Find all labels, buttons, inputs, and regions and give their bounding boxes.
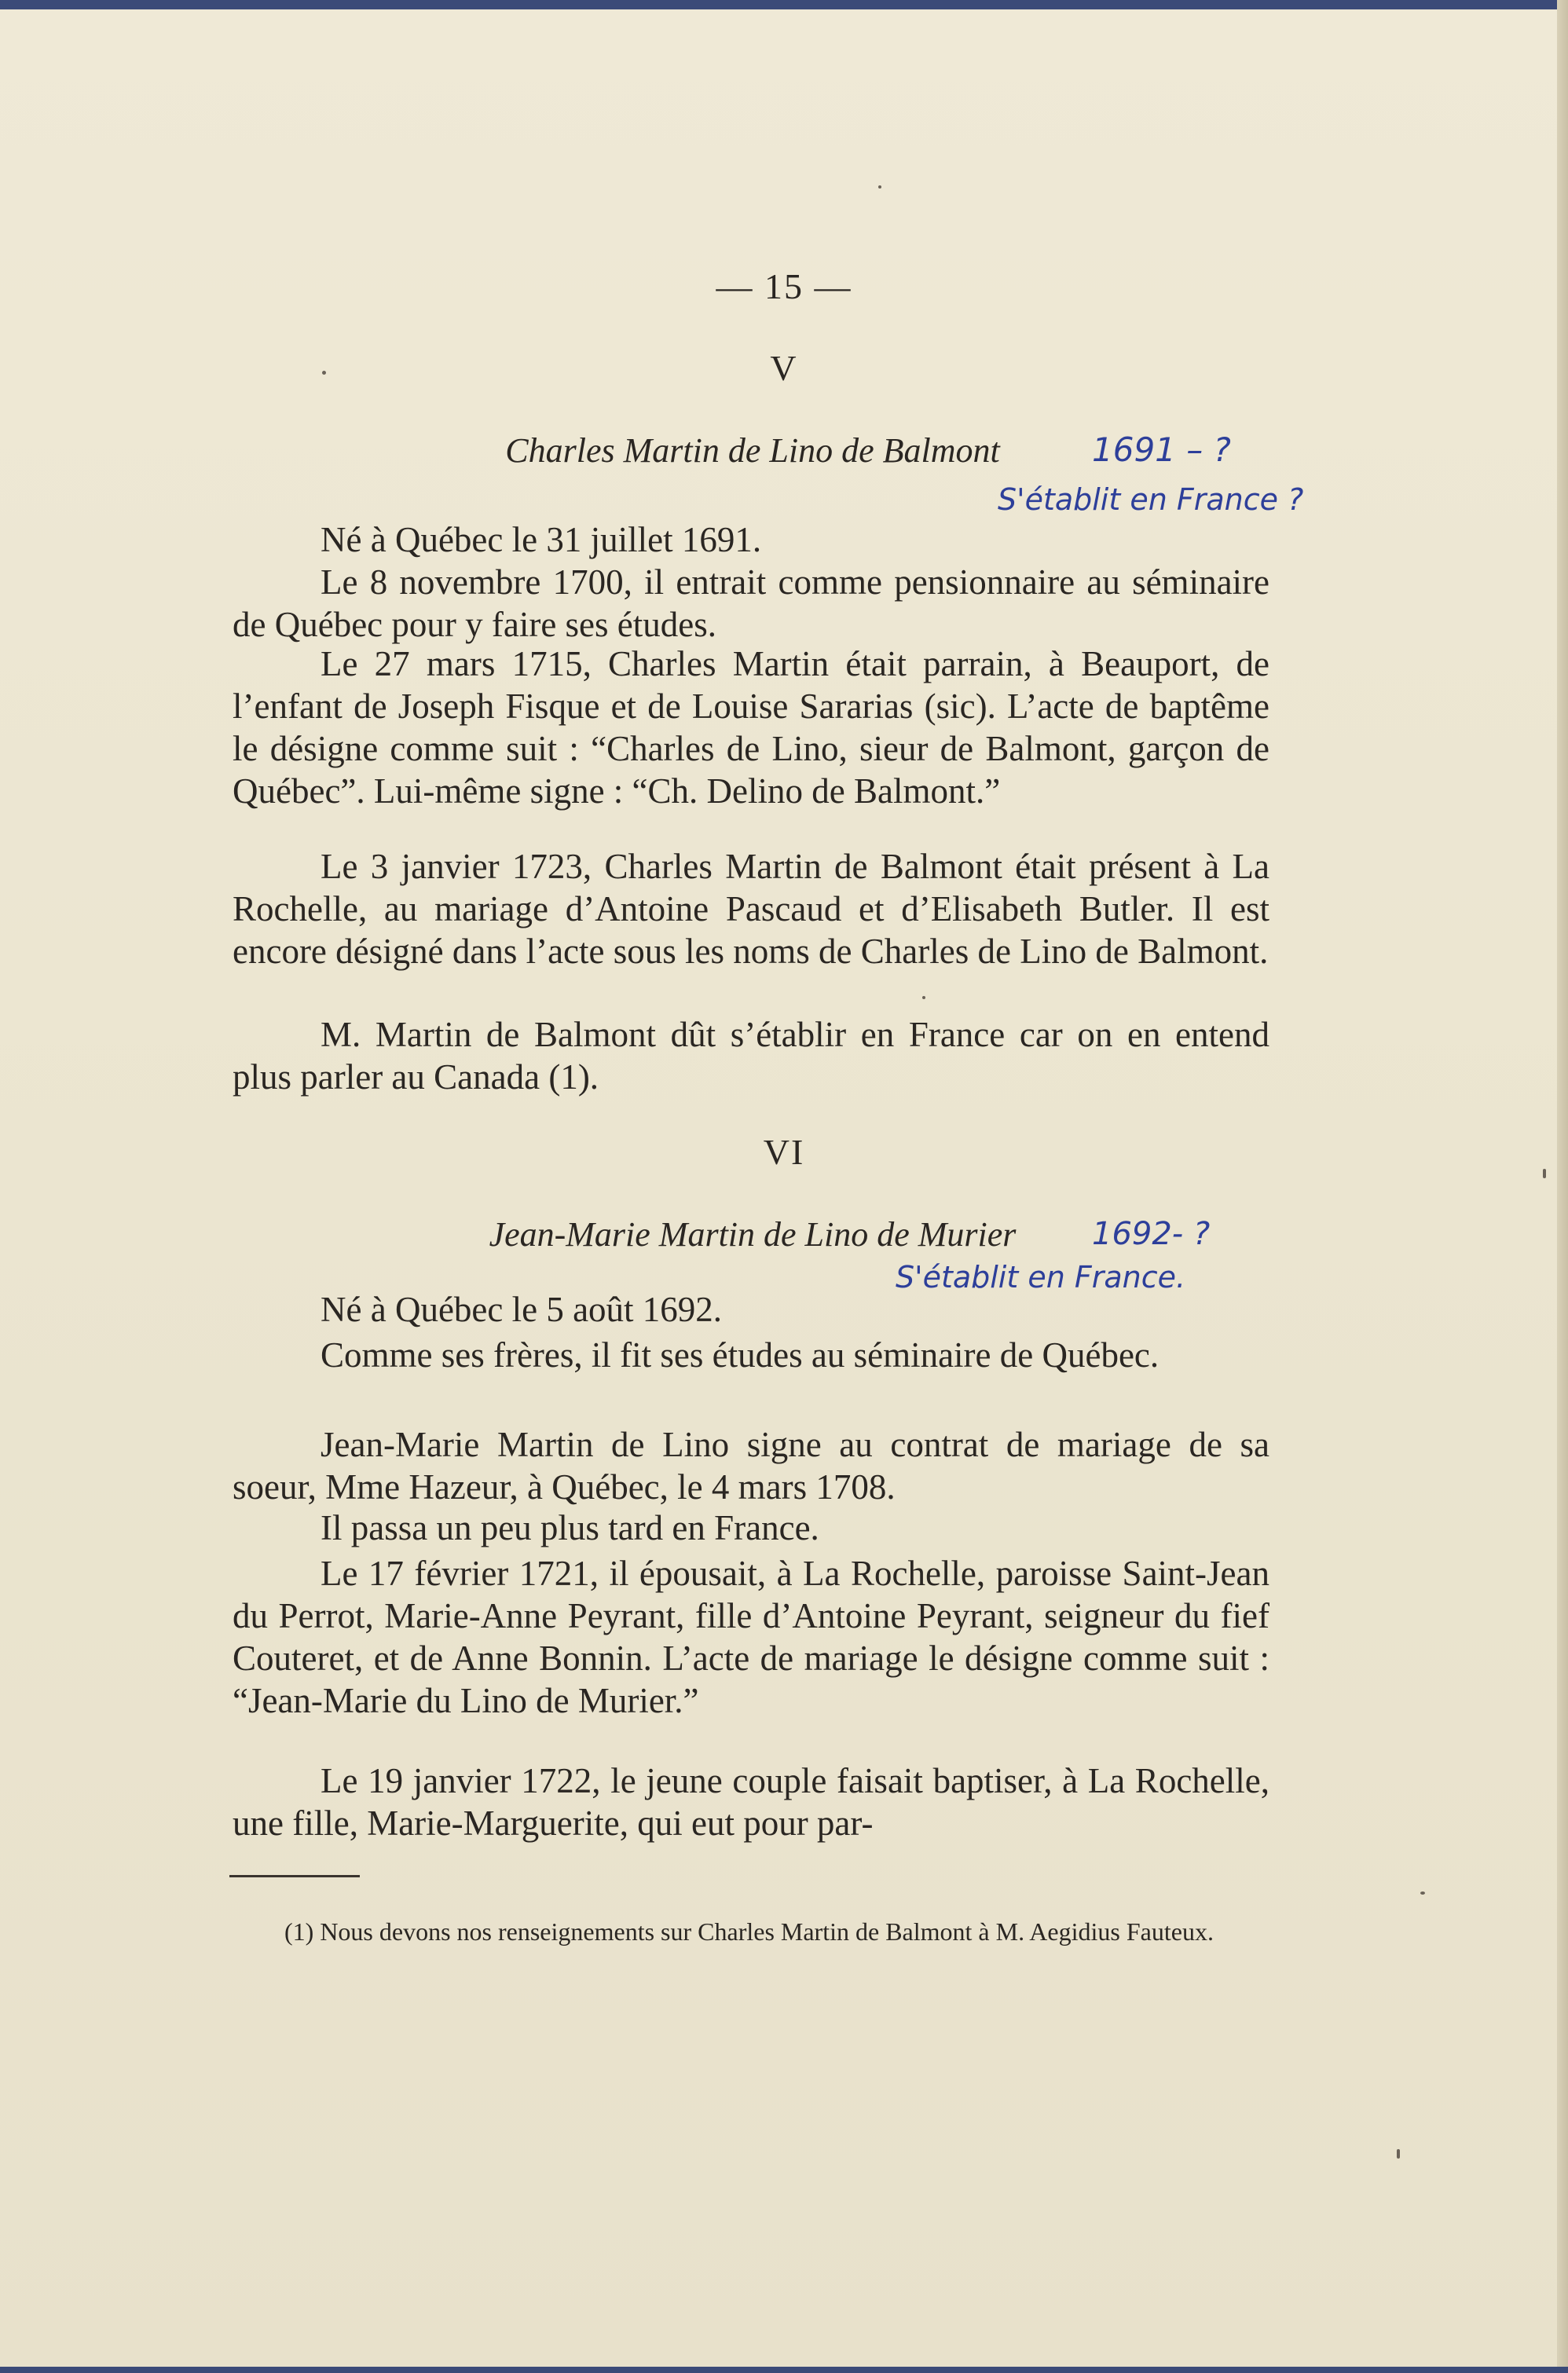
section-vi-paragraph-5: Le 17 février 1721, il épousait, à La Rochelle, paroisse Saint-Jean du Perrot, Marie-Anne Peyrant, fille d’Antoine Peyrant, seigneur du fief Couteret, et de Anne Bonnin. L’acte de mariage le désigne comme suit : “Jean-Marie du Lino de Murier.” bbox=[233, 1554, 1269, 1720]
footnote-rule bbox=[229, 1875, 360, 1877]
section-v-handwritten-note: S'établit en France ? bbox=[998, 482, 1304, 517]
section-vi-paragraph-3: Jean-Marie Martin de Lino signe au contrat de mariage de sa soeur, Mme Hazeur, à Québec, le 4 mars 1708. bbox=[233, 1425, 1269, 1507]
paper-speck bbox=[878, 185, 881, 189]
section-vi-handwritten-note: S'établit en France. bbox=[896, 1260, 1186, 1295]
section-v-heading: Charles Martin de Lino de Balmont bbox=[505, 431, 1000, 470]
paper-speck bbox=[1397, 2149, 1400, 2159]
paper-speck bbox=[1420, 1891, 1425, 1895]
section-v-paragraph-4: Le 3 janvier 1723, Charles Martin de Balmont était présent à La Rochelle, au mariage d’Antoine Pascaud et d’Elisabeth Butler. Il est encore désigné dans l’acte sous les noms de Charles de Lino de Balmont. bbox=[233, 847, 1269, 971]
paper-speck bbox=[1543, 1169, 1546, 1178]
paper-speck bbox=[922, 996, 925, 999]
section-vi-paragraph-1: Né à Québec le 5 août 1692. bbox=[321, 1290, 723, 1329]
section-v-numeral: V bbox=[770, 348, 798, 388]
section-vi-heading: Jean-Marie Martin de Lino de Murier bbox=[489, 1215, 1017, 1254]
page-number: — 15 — bbox=[716, 266, 852, 306]
section-v-paragraph-1: Né à Québec le 31 juillet 1691. bbox=[321, 520, 762, 559]
section-vi-handwritten-dates: 1692- ? bbox=[1092, 1216, 1211, 1252]
section-v-paragraph-5: M. Martin de Balmont dût s’établir en France car on en entend plus parler au Canada (1). bbox=[233, 1015, 1269, 1097]
paper-speck bbox=[322, 371, 326, 375]
top-binding-edge bbox=[0, 0, 1568, 9]
section-vi-paragraph-2: Comme ses frères, il fit ses études au séminaire de Québec. bbox=[321, 1335, 1160, 1375]
section-v-paragraph-2: Le 8 novembre 1700, il entrait comme pensionnaire au séminaire de Québec pour y faire ses études. bbox=[233, 562, 1269, 644]
section-v-handwritten-dates: 1691 – ? bbox=[1092, 430, 1231, 469]
section-vi-paragraph-4: Il passa un peu plus tard en France. bbox=[321, 1508, 819, 1547]
section-vi-numeral: VI bbox=[763, 1132, 805, 1172]
section-v-paragraph-3: Le 27 mars 1715, Charles Martin était parrain, à Beauport, de l’enfant de Joseph Fisque et de Louise Sararias (sic). L’acte de baptême le désigne comme suit : “Charles de Lino, sieur de Balmont, garçon de Québec”. Lui-même signe : “Ch. Delino de Balmont.” bbox=[233, 644, 1269, 811]
bottom-binding-edge bbox=[0, 2367, 1568, 2373]
footnote: (1) Nous devons nos renseignements sur Charles Martin de Balmont à M. Aegidius Fauteux. bbox=[284, 1917, 1214, 1946]
section-vi-paragraph-6: Le 19 janvier 1722, le jeune couple faisait baptiser, à La Rochelle, une fille, Marie-Marguerite, qui eut pour par- bbox=[233, 1761, 1269, 1843]
